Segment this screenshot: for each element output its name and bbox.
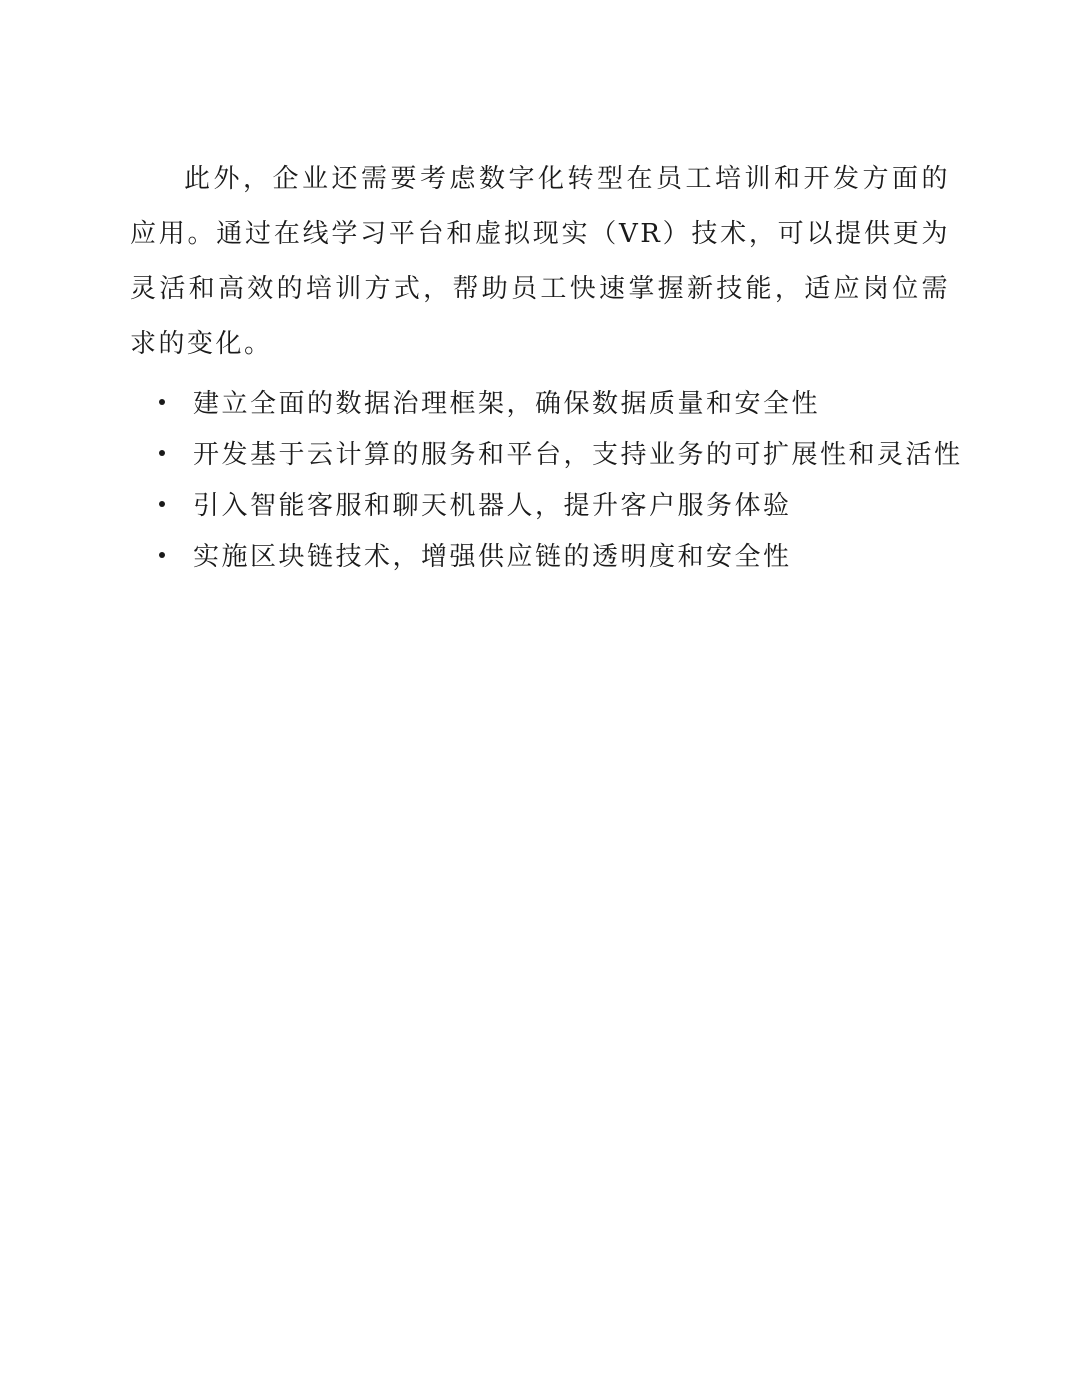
list-item-text: 开发基于云计算的服务和平台，支持业务的可扩展性和灵活性 — [193, 440, 963, 470]
list-item — [130, 427, 1030, 478]
list-item — [130, 376, 1030, 427]
bullet-icon — [159, 399, 165, 405]
list-item — [130, 529, 1030, 580]
list-item-text: 建立全面的数据治理框架，确保数据质量和安全性 — [193, 389, 821, 419]
list-item-text: 引入智能客服和聊天机器人，提升客户服务体验 — [193, 491, 792, 521]
bullet-icon — [159, 501, 165, 507]
body-paragraph: 此外，企业还需要考虑数字化转型在员工培训和开发方面的应用。通过在线学习平台和虚拟现实（VR）技术，可以提供更为灵活和高效的培训方式，帮助员工快速掌握新技能，适应岗位需求的变化。 — [130, 164, 950, 359]
bullet-list — [130, 376, 1030, 580]
bullet-icon — [159, 552, 165, 558]
bullet-icon — [159, 450, 165, 456]
list-item — [130, 478, 1030, 529]
list-item-text: 实施区块链技术，增强供应链的透明度和安全性 — [193, 542, 792, 572]
